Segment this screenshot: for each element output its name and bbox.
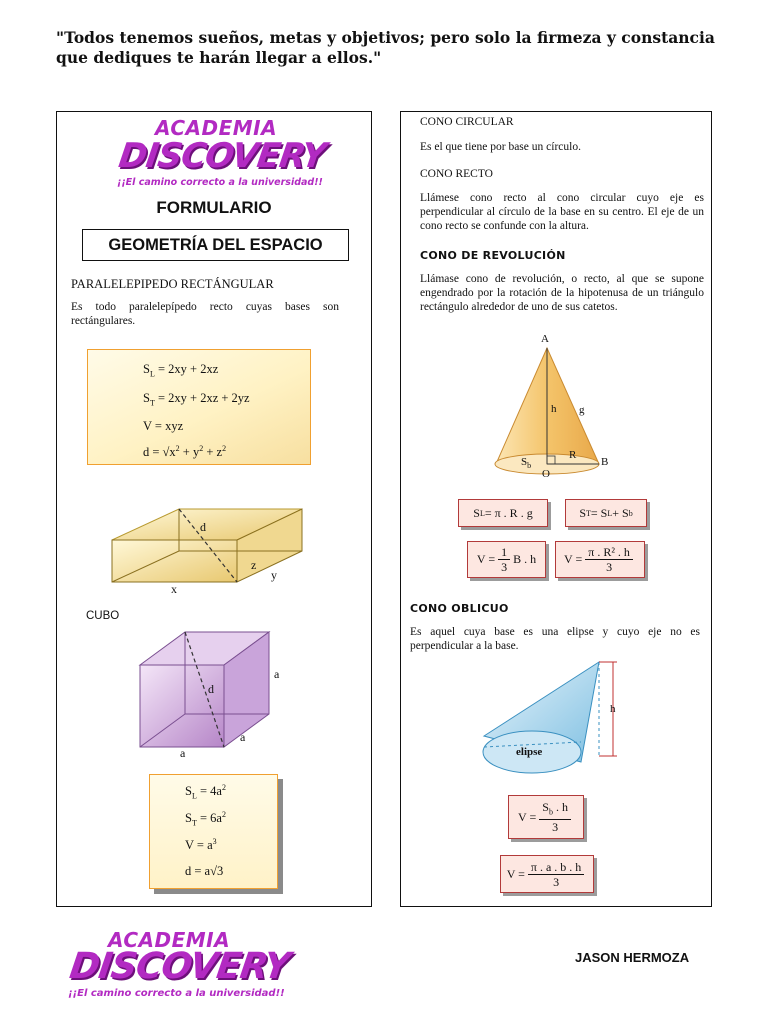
paralelepipedo-description: Es todo paralelepípedo recto cuyas bases son rectángulares.	[71, 301, 339, 327]
oblique-cone-diagram	[479, 652, 619, 777]
formula-diagonal: $d = √x^2 + y^2 + z^2$	[143, 444, 227, 460]
cono-revolucion-text: Llámase cono de revolución, o recto, al que se supone engendrado por la rotación de la hipotenusa de un triángulo rectángulo alrededor de uno de sus catetos.	[420, 273, 704, 313]
cone-label-O: O	[542, 468, 550, 480]
logo-discovery-text: DISCOVERY	[116, 136, 329, 176]
oblique-label-elipse: elipse	[516, 746, 543, 758]
cubo-formula-sl: $S_L = 4a^2$	[185, 783, 226, 801]
formula-sl: $S_L = 2xy + 2xz$	[143, 362, 219, 379]
logo-bottom-discovery: DISCOVERY	[67, 946, 292, 987]
cone-v-formula-2: V = $\frac{\text{π . R² . h}}{3}$	[555, 541, 645, 578]
paralelepipedo-heading: PARALELEPIPEDO RECTÁNGULAR	[71, 277, 274, 291]
cone-label-R: R	[569, 449, 577, 461]
oblique-v-formula-1: V = $\frac{S_b . h}{3}$	[508, 795, 584, 839]
cube-label-a-right: a	[274, 667, 280, 681]
cone-v-formula-1: V = $\frac{1}{3}$ B . h	[467, 541, 546, 578]
cone-label-Sb: $S_b$	[521, 456, 532, 471]
cubo-formula-card	[149, 774, 278, 889]
page-subtitle: GEOMETRÍA DEL ESPACIO	[82, 229, 349, 261]
right-panel	[400, 111, 712, 907]
cono-oblicuo-text: Es aquel cuya base es una elipse y cuyo eje no es perpendicular a la base.	[410, 626, 700, 652]
prism-label-y: y	[271, 568, 277, 582]
prism-label-x: x	[171, 582, 177, 596]
formula-st: $S_T = 2xy + 2xz + 2yz$	[143, 391, 250, 408]
prism-label-d: d	[200, 520, 206, 534]
cono-recto-text: Llámese cono recto al cono circular cuyo eje es perpendicular al círculo de la base en su centro. El eje de un cono recto se confunde con la altura.	[420, 192, 704, 232]
logo-bottom-academia: ACADEMIA	[108, 928, 231, 952]
cone-label-A: A	[541, 333, 549, 345]
oblique-label-h: h	[610, 703, 616, 715]
cube-label-a-bottom: a	[180, 746, 186, 760]
cone-sl-formula: S L = π . R . g	[458, 499, 548, 527]
paralelepipedo-formula-card	[87, 349, 311, 465]
motivational-quote: "Todos tenemos sueños, metas y objetivos; pero solo la firmeza y constancia que dediques te harán llegar a ellos."	[56, 28, 715, 67]
logo-bottom-tagline: ¡¡El camino correcto a la universidad!!	[68, 988, 285, 999]
cube-front-face	[140, 665, 224, 747]
cone-st-formula: S T = S L + S b	[565, 499, 647, 527]
cone-label-B: B	[601, 456, 609, 468]
cono-revolucion-heading: CONO DE REVOLUCIÓN	[420, 249, 566, 262]
cube-label-d: d	[208, 682, 214, 696]
cubo-heading: CUBO	[86, 610, 120, 622]
cono-circular-text: Es el que tiene por base un círculo.	[420, 141, 581, 153]
logo-academia-text: ACADEMIA	[155, 116, 278, 140]
cone-label-h: h	[551, 403, 557, 415]
cubo-formula-st: $S_T = 6a^2$	[185, 810, 226, 828]
prism-front-face	[112, 540, 237, 582]
prism-diagram	[107, 504, 307, 594]
cubo-formula-volume: $V = a^3$	[185, 837, 217, 853]
cono-circular-heading: CONO CIRCULAR	[420, 116, 514, 128]
cone-label-g: g	[579, 404, 585, 416]
cube-label-a-side: a	[240, 730, 246, 744]
left-panel	[56, 111, 372, 907]
formula-volume: V = xyz	[143, 419, 184, 433]
cubo-formula-diagonal: d = a√3	[185, 864, 224, 878]
cube-diagram	[135, 629, 275, 751]
page-title: FORMULARIO	[156, 198, 272, 217]
logo-tagline: ¡¡El camino correcto a la universidad!!	[117, 177, 323, 188]
cono-recto-heading: CONO RECTO	[420, 168, 493, 180]
author-name: JASON HERMOZA	[575, 950, 690, 965]
oblique-v-formula-2: V = $\frac{\pi . a . b . h}{3}$	[500, 855, 594, 893]
cono-oblicuo-heading: CONO OBLICUO	[410, 602, 509, 615]
prism-label-z: z	[251, 558, 257, 572]
